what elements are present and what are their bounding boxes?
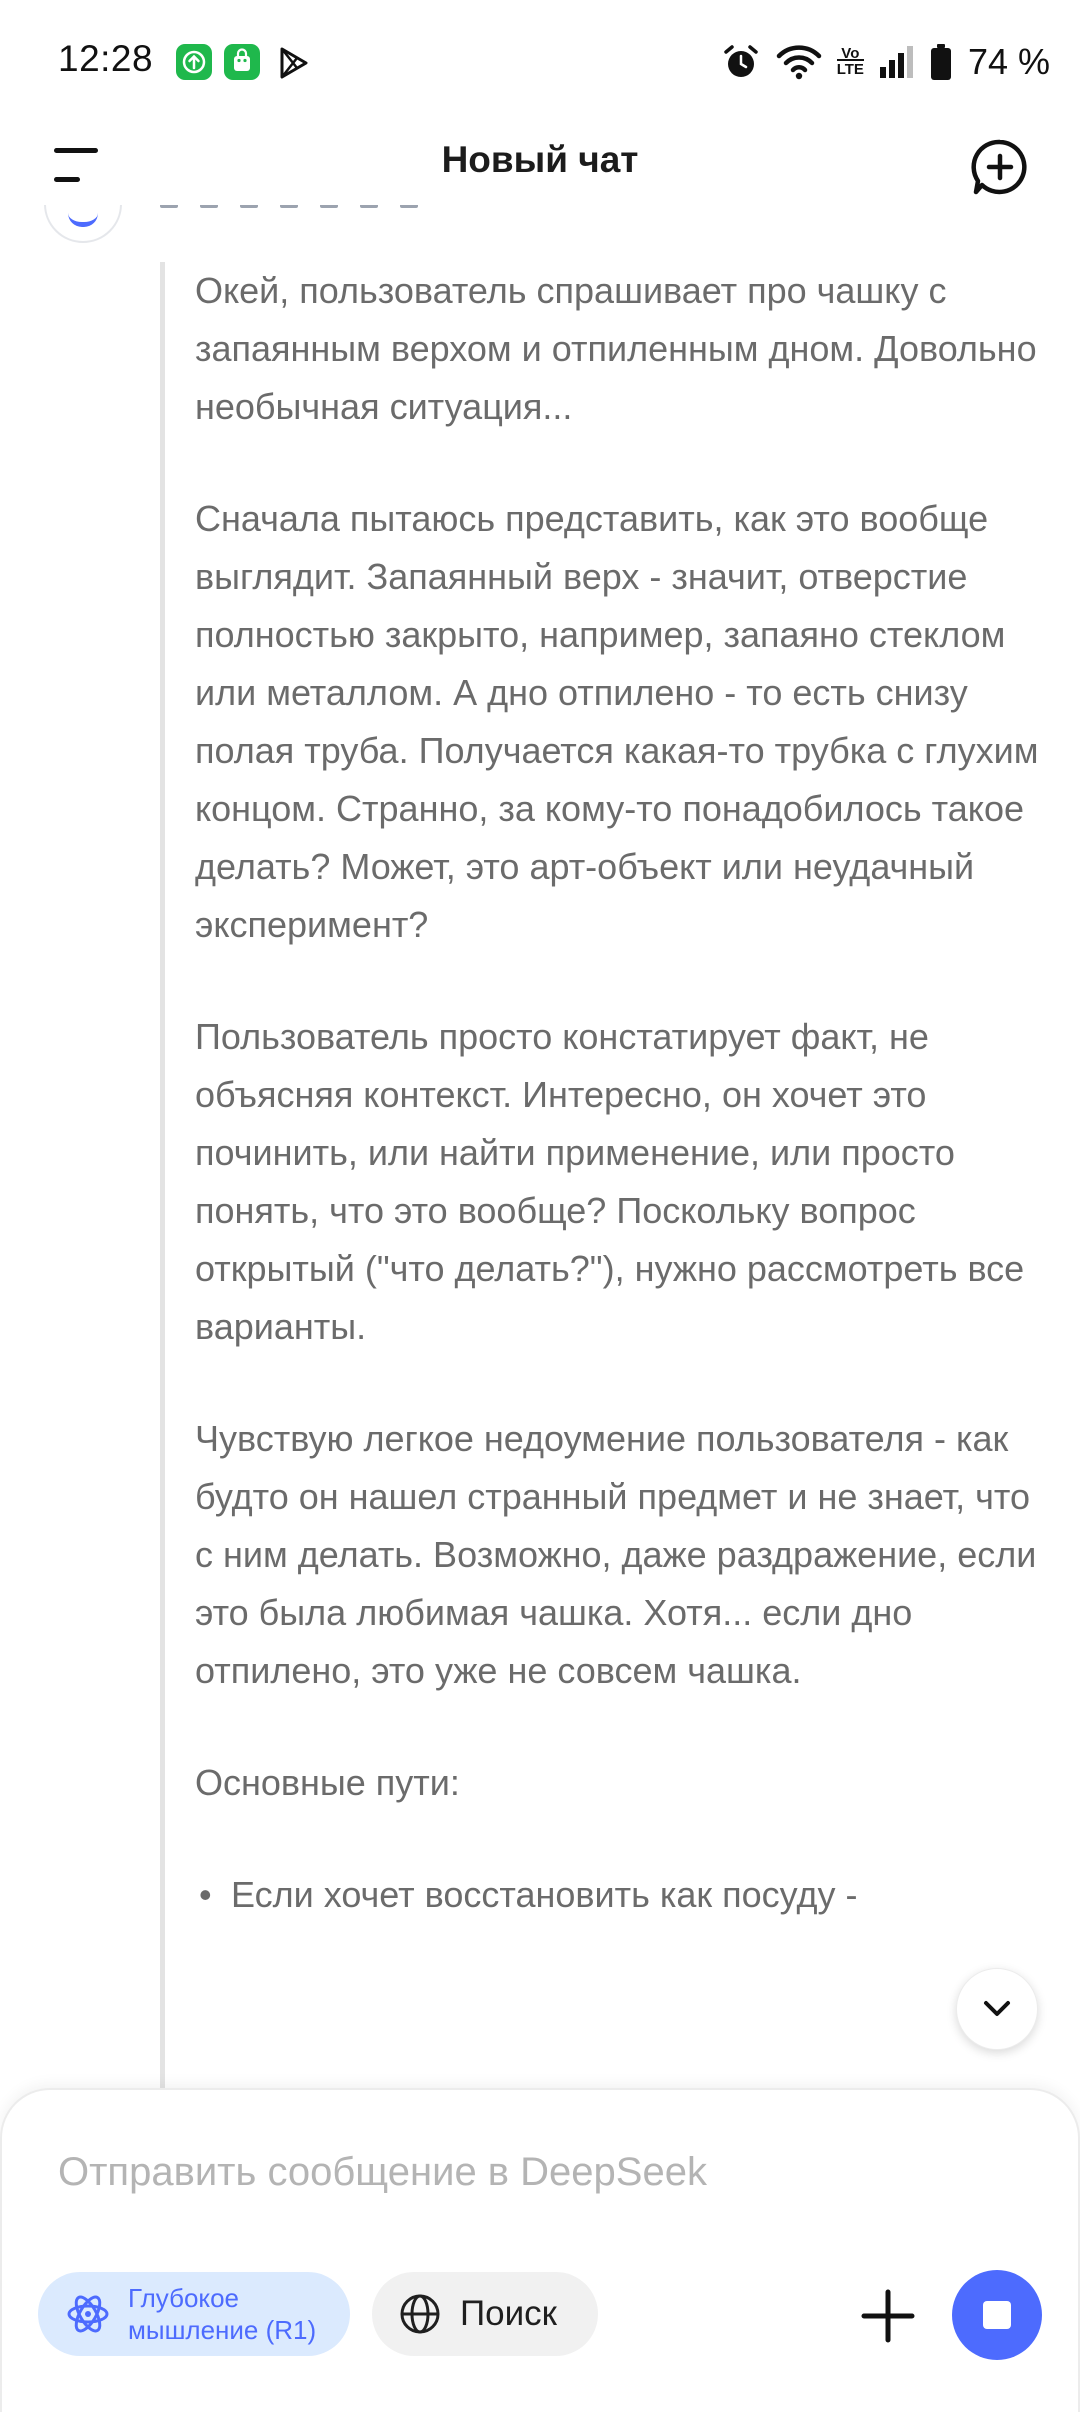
play-store-notification-icon	[274, 44, 312, 82]
thinking-paragraph: Пользователь просто констатирует факт, не объясняя контекст. Интересно, он хочет это починить, или найти применение, или просто понять, что это вообще? Поскольку вопрос открытый ("что делать?"), нужно рассмотреть все варианты.	[195, 1016, 1025, 1347]
wifi-icon	[775, 42, 823, 82]
thinking-bullet-list	[195, 1866, 1040, 1924]
alarm-icon	[721, 42, 761, 82]
battery-icon	[930, 43, 952, 81]
assistant-avatar	[44, 205, 122, 243]
volte-line1: Vo	[841, 45, 860, 62]
new-chat-button[interactable]	[970, 137, 1030, 197]
atom-icon	[66, 2292, 110, 2336]
new-chat-icon	[970, 137, 1030, 197]
deepthink-label-line1: Глубокое	[128, 2283, 240, 2313]
upload-notification-icon	[176, 44, 212, 80]
app-bar	[0, 125, 1080, 205]
deepthink-label-line2: мышление (R1)	[128, 2315, 317, 2345]
page-title: Новый чат	[441, 139, 639, 180]
globe-icon	[398, 2292, 442, 2336]
message-composer	[0, 2088, 1080, 2412]
scroll-to-bottom-button[interactable]	[956, 1968, 1038, 2050]
chevron-down-icon	[977, 1989, 1017, 2029]
message-input[interactable]	[58, 2150, 958, 2195]
status-time: 12:28	[58, 38, 154, 79]
volte-line2: LTE	[836, 61, 864, 78]
thinking-paragraph: Сначала пытаюсь представить, как это вообще выглядит. Запаянный верх - значит, отверстие полностью закрыто, например, запаяно стеклом или металлом. А дно отпилено - то есть снизу полая труба. Получается какая-то трубка с глухим концом. Странно, за кому-то понадобилось такое делать? Может, это арт-объект или неудачный эксперимент?	[195, 498, 1039, 945]
deepthink-toggle[interactable]	[38, 2272, 350, 2356]
volte-indicator	[837, 46, 864, 78]
attach-button[interactable]	[858, 2286, 918, 2346]
clipped-status-text	[160, 205, 500, 209]
search-label: Поиск	[460, 2294, 557, 2333]
signal-icon	[878, 43, 916, 81]
deepseek-logo-icon	[68, 213, 98, 227]
thinking-content	[160, 262, 1040, 2112]
plus-icon	[858, 2286, 918, 2346]
thinking-bullet-item: • Если хочет восстановить как посуду -	[195, 1866, 1040, 1924]
status-bar	[0, 0, 1080, 125]
stop-icon	[983, 2301, 1011, 2329]
thinking-paragraph: Окей, пользователь спрашивает про чашку с запаянным верхом и отпиленным дном. Довольно необычная ситуация...	[195, 270, 1037, 427]
deepthink-label	[128, 2282, 316, 2346]
previous-message-header	[0, 205, 1080, 245]
thinking-paragraph: Чувствую легкое недоумение пользователя - как будто он нашел странный предмет и не знает, что с ним делать. Возможно, даже раздражение, если это была любимая чашка. Хотя... если дно отпилено, это уже не совсем чашка.	[195, 1418, 1037, 1691]
battery-percentage: 74 %	[967, 41, 1050, 82]
stop-generation-button[interactable]	[952, 2270, 1042, 2360]
search-toggle[interactable]	[372, 2272, 598, 2356]
thinking-paragraph: Основные пути:	[195, 1762, 460, 1803]
shopping-bag-notification-icon	[224, 44, 260, 80]
